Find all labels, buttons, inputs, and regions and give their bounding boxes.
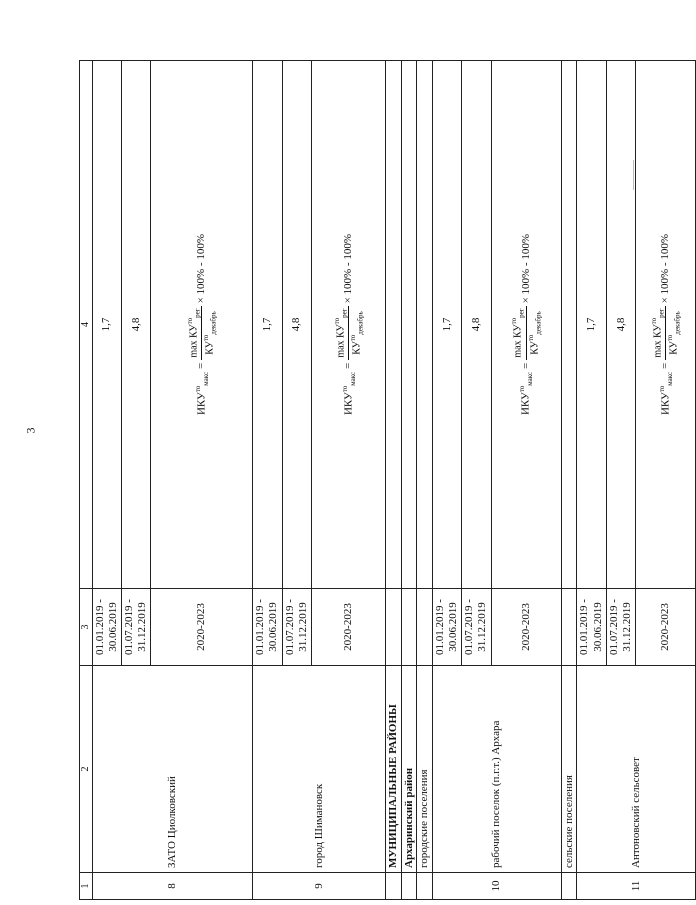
header-col-3: 3: [80, 589, 93, 666]
index-value: 1,7: [432, 61, 461, 589]
period: 01.07.2019 - 31.12.2019: [606, 589, 635, 666]
header-col-2: 2: [80, 666, 93, 873]
period: 01.01.2019 - 30.06.2019: [577, 589, 606, 666]
section-municipal-districts: МУНИЦИПАЛЬНЫЕ РАЙОНЫ: [386, 666, 402, 873]
period: 01.01.2019 - 30.06.2019: [253, 589, 282, 666]
index-value: 4,8: [121, 61, 150, 589]
period: 01.07.2019 - 31.12.2019: [282, 589, 311, 666]
section-urban-settlements: городские поселения: [417, 666, 433, 873]
section-row: [386, 61, 402, 900]
index-value: 4,8: [282, 61, 311, 589]
municipality-name: город Шимановск: [253, 666, 386, 873]
table-header-row: [80, 61, 93, 900]
period: 2020-2023: [636, 589, 696, 666]
period: 01.01.2019 - 30.06.2019: [92, 589, 121, 666]
table-row: [253, 61, 282, 900]
formula-cell: [151, 61, 253, 589]
page-number: 3: [23, 427, 38, 434]
table-row: [92, 61, 121, 900]
municipality-name: Антоновский сельсовет: [577, 666, 696, 873]
formula-cell: [491, 61, 561, 589]
section-row: [561, 61, 577, 900]
index-formula: $ИКУ^{то}_{макс}$ = $\max КУ^{то}_{рег}$ $КУ^{то}_{декабрь}$ × 100% - 100%: [649, 233, 682, 416]
tariff-index-table: [79, 60, 696, 900]
period: 01.01.2019 - 30.06.2019: [432, 589, 461, 666]
municipality-name: рабочий поселок (п.г.т.) Архара: [432, 666, 561, 873]
section-row: [401, 61, 417, 900]
row-number: 10: [432, 873, 561, 900]
table-sheet: [79, 60, 682, 900]
index-value: 4,8: [606, 61, 635, 589]
row-number: 9: [253, 873, 386, 900]
period: 01.07.2019 - 31.12.2019: [121, 589, 150, 666]
rotated-table-frame: [79, 60, 682, 900]
period: 2020-2023: [312, 589, 386, 666]
period: 01.07.2019 - 31.12.2019: [462, 589, 491, 666]
row-number: 8: [92, 873, 253, 900]
section-district: Архаринский район: [401, 666, 417, 873]
formula-cell: [636, 61, 696, 589]
index-value: 1,7: [577, 61, 606, 589]
index-formula: $ИКУ^{то}_{макс}$ = $\max КУ^{то}_{рег}$ $КУ^{то}_{декабрь}$ × 100% - 100%: [510, 233, 542, 416]
period: 2020-2023: [491, 589, 561, 666]
index-value: 4,8: [462, 61, 491, 589]
section-rural-settlements: сельские поселения: [561, 666, 577, 873]
municipality-name: ЗАТО Циолковский: [92, 666, 253, 873]
row-number: 11: [577, 873, 696, 900]
index-formula: $ИКУ^{то}_{макс}$ = $\max КУ^{то}_{рег}$ $КУ^{то}_{декабрь}$ × 100% - 100%: [185, 233, 218, 416]
header-col-1: 1: [80, 873, 93, 900]
index-value: 1,7: [253, 61, 282, 589]
header-col-4: 4: [80, 61, 93, 589]
index-formula: $ИКУ^{то}_{макс}$ = $\max КУ^{то}_{рег}$ $КУ^{то}_{декабрь}$ × 100% - 100%: [332, 233, 365, 416]
table-row: [432, 61, 461, 900]
section-row: [417, 61, 433, 900]
table-row: [577, 61, 606, 900]
index-value: 1,7: [92, 61, 121, 589]
period: 2020-2023: [151, 589, 253, 666]
formula-cell: [312, 61, 386, 589]
